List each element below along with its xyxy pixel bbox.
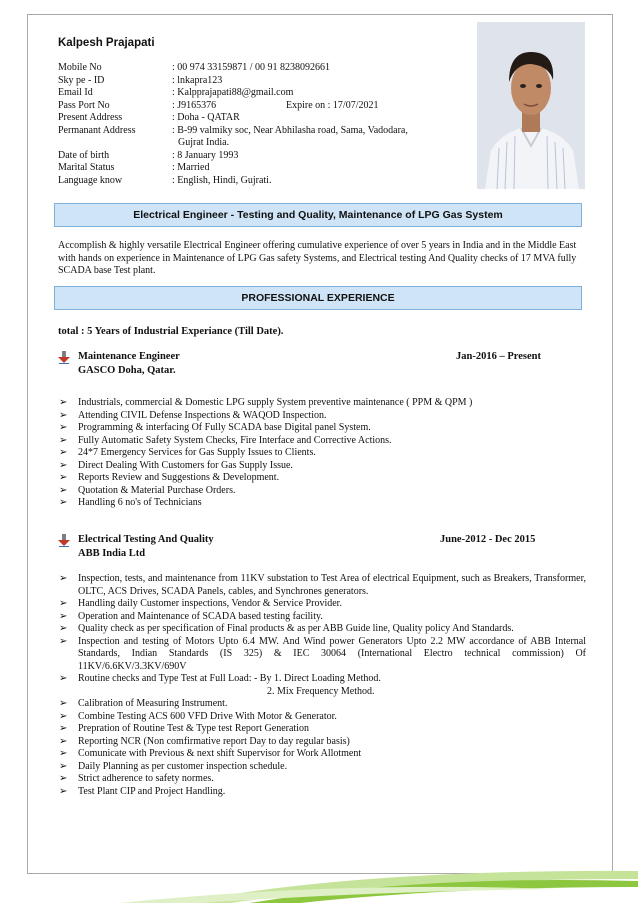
arrow-bullet-icon: ➢: [59, 447, 68, 458]
contact-label: Pass Port No: [58, 99, 110, 111]
contact-value: : Kalpprajapati88@gmail.com: [172, 87, 294, 98]
contact-row: [58, 112, 458, 125]
list-item: ➢ Reports Review and Suggestions & Development.: [59, 472, 280, 483]
arrow-bullet-icon: ➢: [59, 735, 68, 747]
profile-photo: [477, 22, 585, 189]
contact-label: Language know: [58, 174, 123, 186]
list-item: ➢ Daily Planning as per customer inspection schedule.: [59, 760, 288, 772]
contact-row: [58, 150, 458, 163]
list-item: ➢ Handling daily Customer inspections, Vendor & Service Provider.: [59, 598, 342, 609]
list-item: ➢ Strict adherence to safety normes.: [59, 773, 214, 784]
contact-label: Permanant Address: [58, 124, 136, 136]
professional-summary: Accomplish & highly versatile Electrical Engineer offering cumulative experience of over 5 years in India and in the Middle East with hands on experience in Maintenance of LPG Gas safety Systems, and Electrical testing And Quality checks of 17 MVA fully SCADA base Test plant.: [58, 240, 577, 276]
contact-row: [58, 75, 458, 88]
arrow-bullet-icon: ➢: [59, 573, 68, 584]
contact-label: Date of birth: [58, 149, 110, 161]
job-dates: Jan-2016 – Present: [456, 351, 541, 362]
contact-row: [58, 100, 458, 113]
contact-value: : Married: [172, 162, 210, 173]
down-arrow-icon: [58, 534, 70, 547]
contact-value: : 00 974 33159871 / 00 91 8238092661: [172, 62, 331, 73]
list-item: ➢ Prepration of Routine Test & Type test Report Generation: [59, 723, 309, 734]
contact-value: : Doha - QATAR: [172, 112, 240, 123]
total-experience: total : 5 Years of Industrial Experiance (Till Date).: [58, 326, 284, 337]
job-entry: [58, 534, 586, 564]
arrow-bullet-icon: ➢: [59, 598, 68, 609]
arrow-bullet-icon: ➢: [59, 610, 68, 622]
arrow-bullet-icon: ➢: [59, 459, 68, 471]
contact-row: [58, 62, 458, 75]
list-item: ➢ Routine checks and Type Test at Full Load: - By 1. Direct Loading Method.: [59, 673, 381, 684]
arrow-bullet-icon: ➢: [59, 623, 68, 634]
contact-label: Marital Status: [58, 162, 115, 173]
list-item: ➢ Direct Dealing With Customers for Gas Supply Issue.: [59, 459, 293, 471]
arrow-bullet-icon: ➢: [59, 723, 68, 734]
list-item: ➢ Inspection, tests, and maintenance from 11KV substation to Test Area of electrical Equipment, such as Breakers, Transformer, OLTC, ACS Drives, SCADA Panels, cables, and Synchrones generators.: [59, 573, 586, 597]
arrow-bullet-icon: ➢: [59, 785, 68, 797]
list-item: ➢ Combine Testing ACS 600 VFD Drive With Motor & Generator.: [59, 710, 337, 722]
arrow-bullet-icon: ➢: [59, 397, 68, 408]
job-duties-list: [58, 573, 586, 798]
list-item: ➢ Comunicate with Previous & next shift Supervisor for Work Allotment: [59, 748, 362, 759]
decorative-green-swoosh: [0, 861, 638, 903]
arrow-bullet-icon: ➢: [59, 673, 68, 684]
job-entry: [58, 351, 586, 381]
contact-value: : B-99 valmiky soc, Near Abhilasha road, Sama, Vadodara,: [172, 124, 408, 136]
headline-banner: Electrical Engineer - Testing and Quality, Maintenance of LPG Gas System: [54, 203, 582, 227]
contact-info: [58, 62, 458, 187]
list-item: ➢ Programming & interfacing Of Fully SCADA base Digital panel System.: [59, 422, 371, 433]
arrow-bullet-icon: ➢: [59, 748, 68, 759]
candidate-name: Kalpesh Prajapati: [58, 37, 155, 49]
list-item: ➢ Test Plant CIP and Project Handling.: [59, 785, 226, 797]
list-item: ➢ Quality check as per specification of Final products & as per ABB Guide line, Quality policy And Standards.: [59, 623, 514, 634]
list-item: ➢ Attending CIVIL Defense Inspections & WAQOD Inspection.: [59, 409, 327, 421]
list-item: ➢ Calibration of Measuring Instrument.: [59, 698, 228, 709]
list-item: ➢ Fully Automatic Safety System Checks, Fire Interface and Corrective Actions.: [59, 434, 392, 446]
list-item: ➢ 24*7 Emergency Services for Gas Supply Issues to Clients.: [59, 447, 316, 458]
section-heading-experience: PROFESSIONAL EXPERIENCE: [54, 286, 582, 310]
contact-row: [58, 87, 458, 100]
contact-label: Email Id: [58, 87, 93, 98]
contact-row: [58, 162, 458, 175]
contact-value: : J9165376: [172, 99, 217, 111]
job-duties-list: [58, 397, 586, 510]
job-company: GASCO Doha, Qatar.: [78, 365, 176, 376]
arrow-bullet-icon: ➢: [59, 484, 68, 496]
list-item: ➢ Operation and Maintenance of SCADA based testing facility.: [59, 610, 323, 622]
contact-row: [58, 125, 458, 138]
job-dates: June-2012 - Dec 2015: [440, 534, 536, 545]
arrow-bullet-icon: ➢: [59, 497, 68, 508]
contact-value: : lnkapra123: [172, 74, 223, 86]
arrow-bullet-icon: ➢: [59, 773, 68, 784]
contact-row: [58, 175, 458, 188]
contact-value: : English, Hindi, Gujrati.: [172, 174, 272, 186]
job-title: Electrical Testing And Quality: [78, 534, 214, 545]
contact-label: Sky pe - ID: [58, 74, 105, 86]
arrow-bullet-icon: ➢: [59, 472, 68, 483]
job-title: Maintenance Engineer: [78, 351, 180, 362]
contact-label: Present Address: [58, 112, 123, 123]
list-item: ➢ Quotation & Material Purchase Orders.: [59, 484, 236, 496]
profile-photo-illustration: [477, 22, 585, 189]
down-arrow-icon: [58, 351, 70, 364]
passport-expiry: Expire on : 17/07/2021: [286, 99, 379, 111]
arrow-bullet-icon: ➢: [59, 760, 68, 772]
method-continuation: 2. Mix Frequency Method.: [267, 685, 375, 697]
arrow-bullet-icon: ➢: [59, 409, 68, 421]
address-continuation: Gujrat India.: [178, 137, 230, 148]
contact-value: : 8 January 1993: [172, 149, 239, 161]
arrow-bullet-icon: ➢: [59, 422, 68, 433]
contact-label: Mobile No: [58, 62, 102, 73]
arrow-bullet-icon: ➢: [59, 698, 68, 709]
list-item: ➢ Industrials, commercial & Domestic LPG supply System preventive maintenance ( PPM & QPM ): [59, 397, 473, 408]
list-item: ➢ Handling 6 no's of Technicians: [59, 497, 202, 508]
arrow-bullet-icon: ➢: [59, 710, 68, 722]
list-item: ➢ Reporting NCR (Non comfirmative report Day to day regular basis): [59, 735, 350, 747]
arrow-bullet-icon: ➢: [59, 434, 68, 446]
list-item: ➢ Inspection and testing of Motors Upto 6.4 MW. And Wind power Generators Upto 2.2 MW accordance of ABB Internal Standards, Indian Standards (IS 325) & IEC 30064 (International Electro technical commission) Of 11KV/6.6KV/3.3KV/690V: [59, 635, 586, 672]
arrow-bullet-icon: ➢: [59, 635, 68, 647]
job-company: ABB India Ltd: [78, 548, 146, 559]
